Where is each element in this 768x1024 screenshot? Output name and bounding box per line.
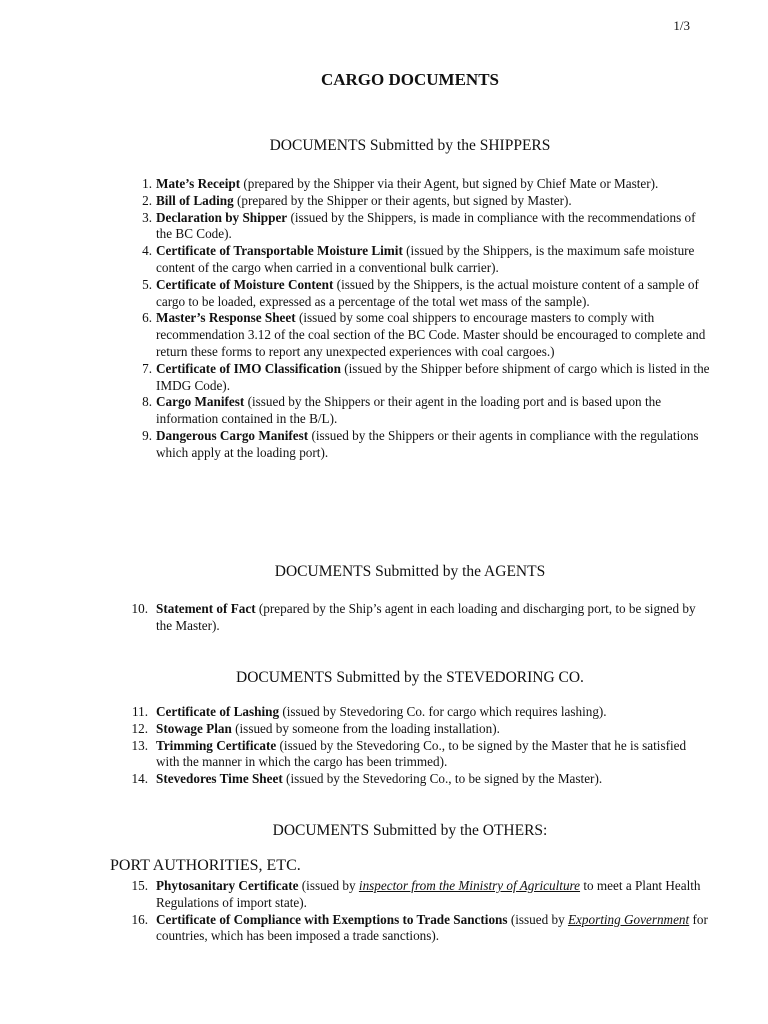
list-item xyxy=(130,738,710,772)
section-heading-others: DOCUMENTS Submitted by the OTHERS: xyxy=(272,822,548,839)
item-term: Certificate of Lashing xyxy=(156,704,280,719)
item-term: Bill of Lading xyxy=(156,192,234,208)
issuer-link[interactable]: inspector from the Ministry of Agriculture xyxy=(358,878,581,893)
item-text: (issued by some coal shippers to encourage masters to comply with recommendation 3.12 of the coal section of the BC Code. Master should be encouraged to complete and return these forms to report any unexpected experiences with coal cargoes.) xyxy=(156,310,706,359)
item-text: (issued by the Stevedoring Co., to be signed by the Master). xyxy=(282,771,603,787)
list-item xyxy=(130,176,710,193)
item-term: Declaration by Shipper xyxy=(156,209,288,225)
item-term: Phytosanitary Certificate xyxy=(156,878,299,893)
item-term: Mate’s Receipt xyxy=(156,176,241,191)
item-number: 2. xyxy=(142,192,152,208)
list-item xyxy=(130,243,710,277)
item-number: 15. xyxy=(131,878,148,893)
item-text: (prepared by the Ship’s agent in each loading and discharging port, to be signed by the Master). xyxy=(156,601,696,633)
stevedoring-list xyxy=(130,704,710,788)
item-term: Certificate of Compliance with Exemptions to Trade Sanctions xyxy=(156,911,508,927)
item-text: (issued by the Shippers, is the actual moisture content of a sample of cargo to be loaded, expressed as a percentage of the total wet mass of the sample). xyxy=(156,276,699,309)
item-text: (issued by the Shippers or their agent in the loading port and is based upon the information contained in the B/L). xyxy=(156,394,662,427)
item-text: (issued by the Shipper before shipment of cargo which is listed in the IMDG Code). xyxy=(156,360,710,393)
item-term: Certificate of IMO Classification xyxy=(156,360,341,376)
item-text: (issued by the Shippers, is made in compliance with the recommendations of the BC Code). xyxy=(156,209,696,242)
list-item xyxy=(130,878,710,912)
item-number: 6. xyxy=(142,310,152,326)
item-number: 13. xyxy=(131,737,148,753)
item-term: Trimming Certificate xyxy=(156,737,277,753)
item-number: 4. xyxy=(142,243,152,259)
item-text: for countries, which has been imposed a trade sanctions). xyxy=(156,911,708,944)
item-text: (issued by someone from the loading installation). xyxy=(231,720,500,736)
item-term: Certificate of Transportable Moisture Limit xyxy=(156,243,403,259)
section-heading-agents: DOCUMENTS Submitted by the AGENTS xyxy=(274,563,546,580)
item-text: (issued by the Shippers, is the maximum safe moisture content of the cargo when carried in a conventional bulk carrier). xyxy=(156,243,695,275)
item-term: Stevedores Time Sheet xyxy=(156,771,283,787)
item-text: (issued by xyxy=(298,878,359,893)
item-term: Master’s Response Sheet xyxy=(156,310,296,326)
section-heading-shippers: DOCUMENTS Submitted by the SHIPPERS xyxy=(269,137,551,154)
item-number: 12. xyxy=(131,720,148,736)
item-number: 9. xyxy=(142,427,152,443)
page-title: CARGO DOCUMENTS xyxy=(320,70,500,89)
item-term: Dangerous Cargo Manifest xyxy=(156,427,309,443)
item-number: 14. xyxy=(131,771,148,787)
item-text: (issued by xyxy=(507,911,568,927)
list-item xyxy=(130,601,710,635)
item-number: 7. xyxy=(142,360,152,376)
item-text: (prepared by the Shipper via their Agent, but signed by Chief Mate or Master). xyxy=(240,176,659,191)
item-term: Statement of Fact xyxy=(156,601,256,616)
item-number: 16. xyxy=(131,911,148,927)
section-heading-stevedoring: DOCUMENTS Submitted by the STEVEDORING CO. xyxy=(236,669,584,686)
item-number: 8. xyxy=(142,394,152,410)
item-number: 11. xyxy=(132,704,148,719)
list-item xyxy=(130,310,710,360)
item-term: Certificate of Moisture Content xyxy=(156,276,334,292)
list-item xyxy=(130,210,710,244)
list-item xyxy=(130,912,710,946)
item-text: (issued by the Stevedoring Co., to be signed by the Master that he is satisfied with the manner in which the cargo has been trimmed). xyxy=(156,737,687,770)
item-number: 10. xyxy=(131,601,148,616)
others-list xyxy=(130,878,710,945)
item-term: Stowage Plan xyxy=(156,720,232,736)
list-item xyxy=(130,771,710,788)
list-item xyxy=(130,394,710,428)
item-text: (prepared by the Shipper or their agents, but signed by Master). xyxy=(233,192,572,208)
item-text: to meet a Plant Health Regulations of import state). xyxy=(156,878,701,910)
list-item xyxy=(130,428,710,462)
item-text: (issued by Stevedoring Co. for cargo which requires lashing). xyxy=(279,704,607,719)
issuer-link[interactable]: Exporting Government xyxy=(567,911,690,927)
item-term: Cargo Manifest xyxy=(156,394,245,410)
list-item xyxy=(130,277,710,311)
list-item xyxy=(130,361,710,395)
sub-heading-port-authorities: PORT AUTHORITIES, ETC. xyxy=(110,857,301,874)
page-number: 1/3 xyxy=(673,18,690,33)
list-item xyxy=(130,721,710,738)
list-item xyxy=(130,193,710,210)
agents-list xyxy=(130,601,710,635)
item-text: (issued by the Shippers or their agents in compliance with the regulations which apply at the loading port). xyxy=(156,427,699,460)
item-number: 3. xyxy=(142,209,152,225)
list-item xyxy=(130,704,710,721)
item-number: 5. xyxy=(142,276,152,292)
item-number: 1. xyxy=(142,176,152,191)
shippers-list xyxy=(130,176,710,462)
